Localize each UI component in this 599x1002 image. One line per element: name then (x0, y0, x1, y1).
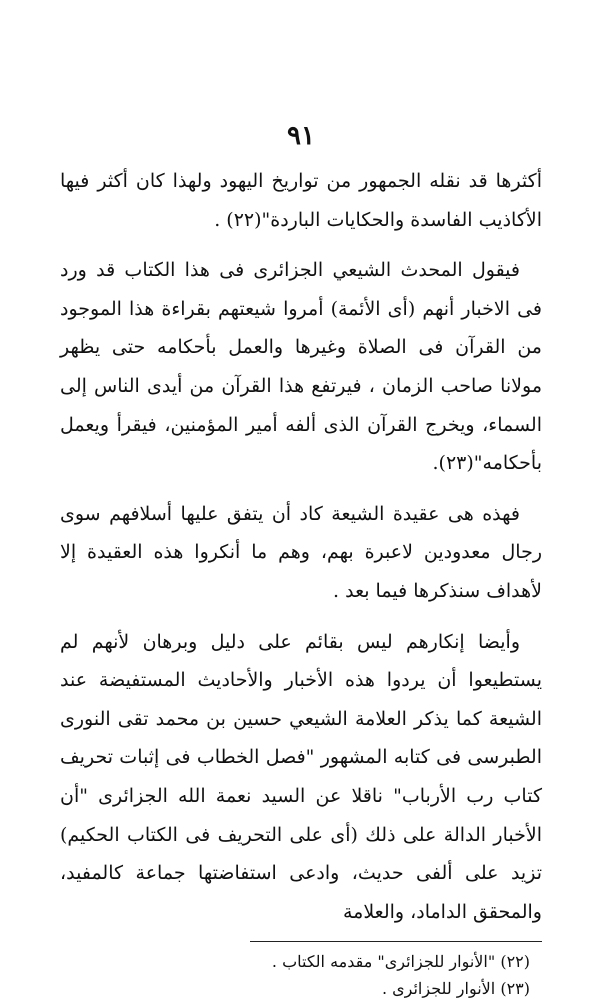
footnote-22: (٢٢) "الأنوار للجزائرى" مقدمه الكتاب . (271, 952, 530, 972)
paragraph-1: أكثرها قد نقله الجمهور من تواريخ اليهود ولهذا كان أكثر فيها الأكاذيب الفاسدة والحكايات الباردة"(٢٢) . (60, 170, 542, 231)
page-number: ٩١ (287, 121, 315, 151)
footnote-divider (250, 941, 542, 942)
paragraph-3: فهذه هى عقيدة الشيعة كاد أن يتفق عليها أسلافهم سوى رجال معدودين لاعبرة بهم، وهم ما أنكروا هذه العقيدة إلا لأهداف سنذكرها فيما بعد . (60, 502, 542, 602)
paragraph-2: فيقول المحدث الشيعي الجزائرى فى هذا الكتاب قد ورد فى الاخبار أنهم (أى الأئمة) أمروا شيعتهم بقراءة هذا الموجود من القرآن فى الصلاة وغيرها والعمل بأحكامه حتى يظهر مولانا صاحب الزمان ، فيرتفع هذا القرآن من أيدى الناس إلى السماء، ويخرج القرآن الذى ألفه أمير المؤمنين، فيقرأ ويعمل بأحكامه"(٢٣). (60, 259, 542, 475)
footnotes (60, 948, 542, 1002)
paragraph-4: وأيضا إنكارهم ليس بقائم على دليل وبرهان لأنهم لم يستطيعوا أن يردوا هذه الأخبار والأحاديث المستفيضة عند الشيعة كما يذكر العلامة الشيعي حسين بن محمد تقى النورى الطبرسى فى كتابه المشهور "فصل الخطاب فى إثبات تحريف كتاب رب الأرباب" ناقلا عن السيد نعمة الله الجزائرى "أن الأخبار الدالة على ذلك (أى على التحريف فى الكتاب الحكيم) تزيد على ألفى حديث، وادعى استفاضتها جماعة كالمفيد، والمحقق الداماد، والعلامة (60, 630, 542, 923)
footnote-23: (٢٣) الأنوار للجزائرى . (381, 979, 530, 999)
book-page (60, 118, 542, 1002)
